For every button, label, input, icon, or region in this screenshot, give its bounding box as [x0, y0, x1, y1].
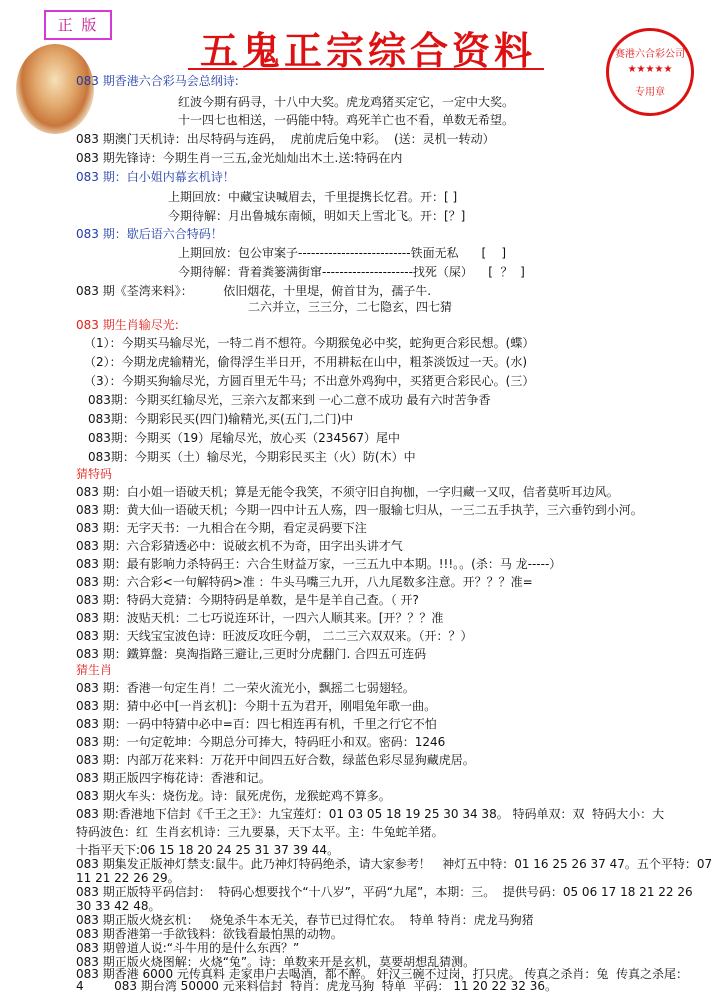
text-line: 083 期正版四字梅花诗：香港和记。	[76, 771, 271, 785]
text-line: 083 期：特码大竞猜：今期特码是单数，是牛是羊自己查。（ 开?	[76, 593, 419, 607]
text-line: 083 期：白小姐内幕玄机诗！	[76, 170, 235, 184]
text-line: 30 33 42 48。	[76, 899, 161, 913]
seal-bottom-text: 专用章	[635, 87, 665, 98]
text-line: 083 期正版特平码信封： 特码心想要找个“十八岁”，平码“九尾”，本期：三。 提供号码：05 06 17 18 21 22 26	[76, 885, 693, 899]
text-line: 083 期正版火烧玄机： 烧兔杀牛本无关，春节已过得忙农。 特单 特肖：虎龙马狗猪	[76, 913, 534, 927]
text-line: 4 083 期台湾 50000 元来料信封 特肖：虎龙马狗 特单 平码： 11 20 22 32 36。	[76, 979, 557, 993]
text-line: 上期回放：包公审案子--------------------------铁面无私 [ ]	[178, 246, 507, 260]
text-line: 083 期香港第一手欲钱料：欲钱看最怕黑的动物。	[76, 927, 343, 941]
text-line: （1）：今期买马输尽光，一特二肖不想符。今期猴兔必中奖，蛇狗更合彩民想。(蝶）	[84, 336, 535, 350]
text-line: 083 期：最有影响力杀特码王：六合生财益万家，一三五九中本期。!!!。。(杀：马 龙-----）	[76, 557, 562, 571]
text-line: 083 期：黄大仙一语破天机；今期一四中计五人殇，四一服输七归从，一三二五手执芋，三六垂钓到小河。	[76, 503, 643, 517]
text-line: 083 期：六合彩<一句解特码>准 ：牛头马嘴三九开，八九尾数多注意。开？？？准=	[76, 575, 533, 589]
text-line: 二六并立，三三分，二七隐玄，四七猜	[248, 300, 453, 314]
text-line: 红波今期有码寻，十八中大奖。虎龙鸡猪买定它，一定中大奖。	[178, 95, 515, 109]
text-line: 083期：今期买红输尽光，三亲六友都来到 一心二意不成功 最有六时苦争香	[88, 393, 491, 407]
text-line: 十一四七也相送，一码能中特。鸡死羊亡也不看，单数无希望。	[178, 113, 515, 127]
text-line: 083 期：一码中特猜中必中=百：四七相连再有机，千里之行它不怕	[76, 717, 437, 731]
text-line: 11 21 22 26 29。	[76, 871, 180, 885]
text-line: 083 期先锋诗：今期生肖一三五,金光灿灿出木土.送:特码在内	[76, 151, 403, 165]
text-line: 083期：今期买（19）尾输尽光，放心买（234567）尾中	[88, 431, 400, 445]
text-line: 083 期曾道人说:“斗牛用的是什么东西？”	[76, 941, 300, 955]
section-heading: 083 期生肖输尽光:	[76, 318, 179, 332]
text-line: （2）：今期龙虎输精光，偷得浮生半日开，不用耕耘在山中，粗茶淡饭过一天。(水)	[84, 355, 528, 369]
text-line: 083 期：一句定乾坤：今期总分可捧大，特码旺小和双。密码：1246	[76, 735, 446, 749]
section-heading: 猜特码	[76, 467, 113, 481]
text-line: 上期回放：中藏宝诀喊眉去，千里提携长忆君。开：[ ]	[168, 190, 458, 204]
official-seal	[606, 28, 694, 116]
text-line: 083 期：无字天书：一九相合在今期，看定灵码要下注	[76, 521, 367, 535]
text-line: 083 期：内部万花来料：万花开中间四五好合数，绿蓝色彩尽显狗藏虎居。	[76, 753, 475, 767]
section-heading: 猜生肖	[76, 663, 113, 677]
text-line: 083 期《荃湾来料》： 依旧烟花，十里堤，俯首甘为，孺子牛.	[76, 284, 432, 298]
text-line: 083 期：白小姐一语破天机；算是无能令我笑，不须守旧自拘枷，一字归藏一又叹，信者莫听耳边风。	[76, 485, 619, 499]
text-line: 083期：今期买（土）输尽光，今期彩民买主（火）防(木）中	[88, 450, 416, 464]
text-line: 083 期香港六合彩马会总纲诗:	[76, 74, 239, 88]
text-line: 083 期正版火烧图解：火烧“兔”。诗：单数来开是玄机，莫要胡想乱猜测。	[76, 955, 476, 969]
text-line: 083 期：六合彩猜透必中：说破玄机不为奇，田字出头讲才气	[76, 539, 403, 553]
genuine-badge: 正 版	[44, 10, 112, 40]
text-line: 083期：今期彩民买(四门)输精光,买(五门,二门)中	[88, 412, 354, 426]
text-line: 083 期：鐵算盤：臭淘指路三避让,三更时分虎翻门. 合四五可连码	[76, 647, 427, 661]
portrait-image	[16, 44, 94, 134]
text-line: 特码波色：红 生肖玄机诗：三九要暴，天下太平。主：牛兔蛇羊猪。	[76, 825, 444, 839]
title-underline	[188, 68, 544, 70]
text-line: 083 期：波贴天机：二七巧说连环计，一四六人顺其来。[开？？？准	[76, 611, 444, 625]
text-line: 十指平天下:06 15 18 20 24 25 31 37 39 44。	[76, 843, 340, 857]
text-line: 083 期：香港一句定生肖！二一荣火流光小，飘摇二七弱翅轻。	[76, 681, 415, 695]
text-line: 083 期:香港地下信封《千王之王》：九宝莲灯：01 03 05 18 19 25 30 34 38。 特码单双：双 特码大小：大	[76, 807, 665, 821]
seal-stars: ★★★★★	[627, 64, 673, 75]
text-line: 083 期：歇后语六合特码！	[76, 227, 223, 241]
text-line: 083 期：猜中必中[一肖玄机]：今期十五为君开，刚唱兔年歌一曲。	[76, 699, 437, 713]
seal-top-text: 赛港六合彩公司	[615, 49, 685, 60]
text-line: 083 期火车头：烧伤龙。诗：鼠死虎伤，龙猴蛇鸡不算多。	[76, 789, 391, 803]
text-line: 083 期集发正版神灯禁支:鼠牛。此乃神灯特码绝杀，请大家参考！ 神灯五中特：01 16 25 26 37 47。五个平特：07	[76, 857, 713, 871]
text-line: 083 期香港 6000 元传真料 走家串户去喝酒，都不醉。 奸汉三碗不过岗，打只虎。 传真之杀肖：兔 传真之杀尾：	[76, 967, 688, 981]
text-line: 083 期：天线宝宝波色诗：旺波反攻旺今朝， 二二三六双双来。（开：？）	[76, 629, 473, 643]
text-line: 今期待解：月出鲁城东南倾，明如天上雪北飞。开：[？]	[168, 209, 466, 223]
page-title: 五鬼正宗综合资料	[199, 28, 536, 73]
text-line: （3）：今期买狗输尽光，方圆百里无牛马；不出意外鸡狗中，买猪更合彩民心。(三）	[84, 374, 535, 388]
text-line: 083 期澳门天机诗：出尽特码与连码， 虎前虎后兔中彩。 (送：灵机一转动）	[76, 132, 495, 146]
text-line: 今期待解：背着粪篓满街窜---------------------找死（屎） [ ？ ]	[178, 265, 525, 279]
